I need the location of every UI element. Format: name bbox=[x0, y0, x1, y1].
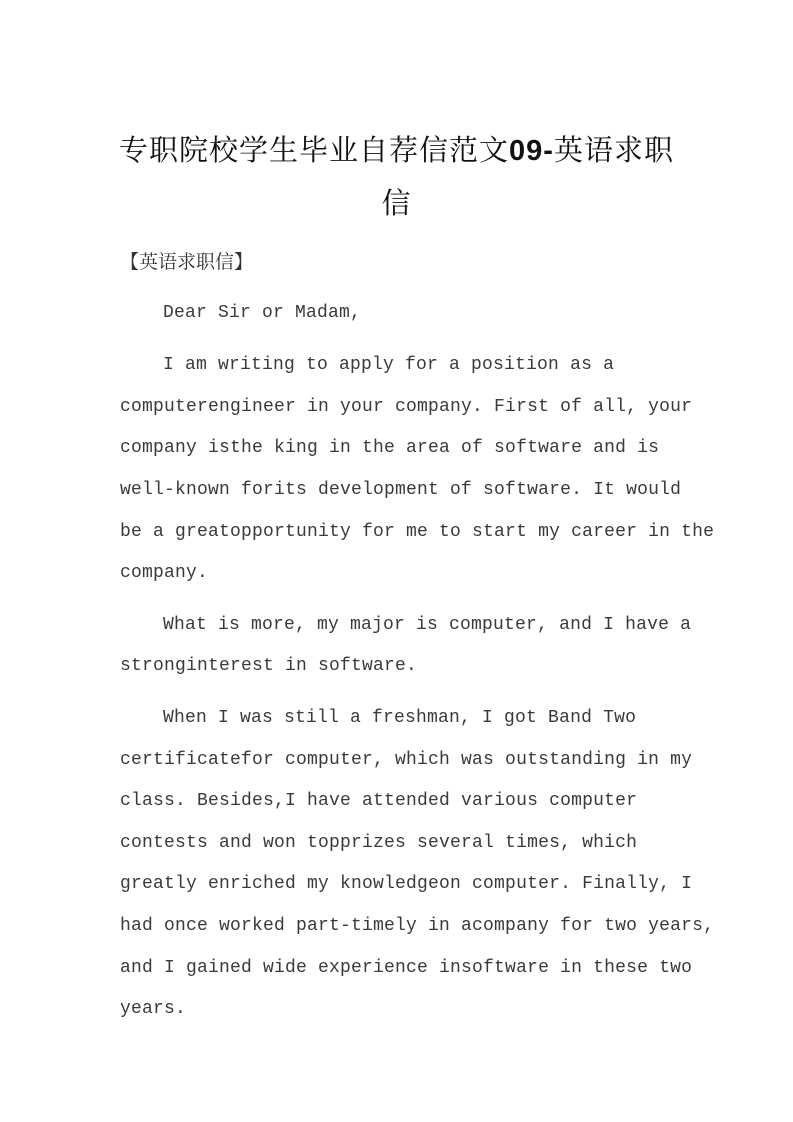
paragraph-line: What is more, my major is computer, and I have a bbox=[163, 615, 692, 635]
title-text-b: 英语求职 bbox=[553, 133, 674, 167]
paragraph-line: contests and won topprizes several times, which bbox=[120, 833, 638, 853]
paragraph-line: be a greatopportunity for me to start my career in the bbox=[120, 522, 715, 542]
paragraph-line: company isthe king in the area of software and is bbox=[120, 438, 660, 458]
title-number: 09- bbox=[509, 135, 554, 167]
paragraph-line: class. Besides,I have attended various computer bbox=[120, 791, 638, 811]
paragraph-line: had once worked part-timely in acompany for two years, bbox=[120, 916, 715, 936]
paragraph-line: greatly enriched my knowledgeon computer. Finally, I bbox=[120, 874, 693, 894]
paragraph-line: and I gained wide experience insoftware in these two bbox=[120, 958, 693, 978]
section-heading: 【英语求职信】 bbox=[120, 251, 254, 273]
title-line-2: 信 bbox=[381, 186, 412, 220]
paragraph-line: stronginterest in software. bbox=[120, 656, 418, 676]
salutation: Dear Sir or Madam, bbox=[163, 303, 362, 323]
paragraph-line: certificatefor computer, which was outstanding in my bbox=[120, 750, 693, 770]
paragraph-line: company. bbox=[120, 563, 209, 583]
paragraph-line: years. bbox=[120, 999, 187, 1019]
paragraph-line: computerengineer in your company. First of all, your bbox=[120, 397, 693, 417]
title-text-a: 专职院校学生毕业自荐信范文 bbox=[119, 133, 510, 167]
page-title bbox=[100, 124, 693, 229]
paragraph-line: well-known forits development of software. It would bbox=[120, 480, 682, 500]
paragraph-line: I am writing to apply for a position as a bbox=[163, 355, 615, 375]
title-line-1 bbox=[100, 124, 693, 177]
paragraph-line: When I was still a freshman, I got Band Two bbox=[163, 708, 637, 728]
